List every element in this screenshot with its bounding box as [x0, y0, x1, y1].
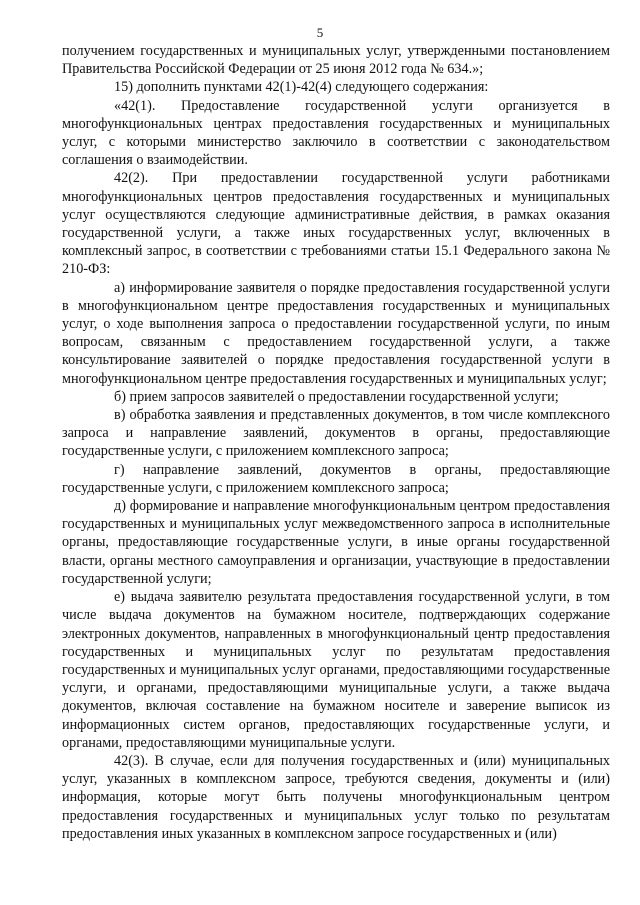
subitem-g: г) направление заявлений, документов в органы, предоставляющие государственные услуги, с приложением комплексного запроса;	[62, 461, 610, 496]
page-number: 5	[316, 25, 324, 40]
subitem-a: а) информирование заявителя о порядке предоставления государственной услуги в многофункциональном центре предоставления государственных и муниципальных услуг, о ходе выполнения запроса о предоставлении государственной услуги, по иным вопросам, связанным с предоставлением государственной услуги, а также консультирование заявителей о порядке предоставления государственной услуги в многофункциональном центре предоставления государственных и муниципальных услуг;	[62, 279, 610, 387]
subitem-d: д) формирование и направление многофункциональным центром предоставления государственных и муниципальных услуг межведомственного запроса в исполнительные органы, предоставляющие государственные услуги, в иные органы государственной власти, органы местного самоуправления и организации, участвующие в предоставлении государственной услуги;	[62, 498, 610, 587]
paragraph-42-2: 42(2). При предоставлении государственной услуги работниками многофункциональных центров предоставления государственных и муниципальных услуг осуществляются следующие административные действия, в рамках оказания государственной услуги, а также иных государственных услуг, включенных в комплексный запрос, в соответствии с требованиями статьи 15.1 Федерального закона № 210-ФЗ:	[62, 170, 610, 278]
paragraph-42-1: «42(1). Предоставление государственной услуги организуется в многофункциональных центрах предоставления государственных и муниципальных услуг, с которыми министерство заключило в соответствии с законодательством соглашения о взаимодействии.	[62, 97, 610, 169]
paragraph-42-3: 42(3). В случае, если для получения государственных и (или) муниципальных услуг, указанных в комплексном запросе, требуются сведения, документы и (или) информация, которые могут быть получены многофункциональным центром предоставления государственных и муниципальных услуг только по результатам предоставления иных указанных в комплексном запросе государственных и (или)	[62, 752, 610, 842]
paragraph-continuation: получением государственных и муниципальных услуг, утвержденными постановлением Правительства Российской Федерации от 25 июня 2012 года № 634.»;	[62, 43, 610, 78]
subitem-v: в) обработка заявления и представленных документов, в том числе комплексного запроса и направление заявлений, документов в органы, предоставляющие государственные услуги, с приложением комплексного запроса;	[62, 407, 610, 460]
paragraph-item-15: 15) дополнить пунктами 42(1)-42(4) следующего содержания:	[114, 79, 489, 96]
subitem-b: б) прием запросов заявителей о предоставлении государственной услуги;	[114, 388, 559, 405]
subitem-e: е) выдача заявителю результата предоставления государственной услуги, в том числе выдача документов на бумажном носителе, подтверждающих содержание электронных документов, направленных в многофункциональный центр предоставления государственных и муниципальных услуг по результатам предоставления государственных и муниципальных услуг органами, предоставляющими государственные услуги, и органами, предоставляющими муниципальные услуги, а также выдача документов, включая составление на бумажном носителе и заверение выписок из информационных систем органов, предоставляющих государственные услуги, и органами, предоставляющими муниципальные услуги.	[62, 589, 610, 751]
document-body	[62, 42, 610, 843]
